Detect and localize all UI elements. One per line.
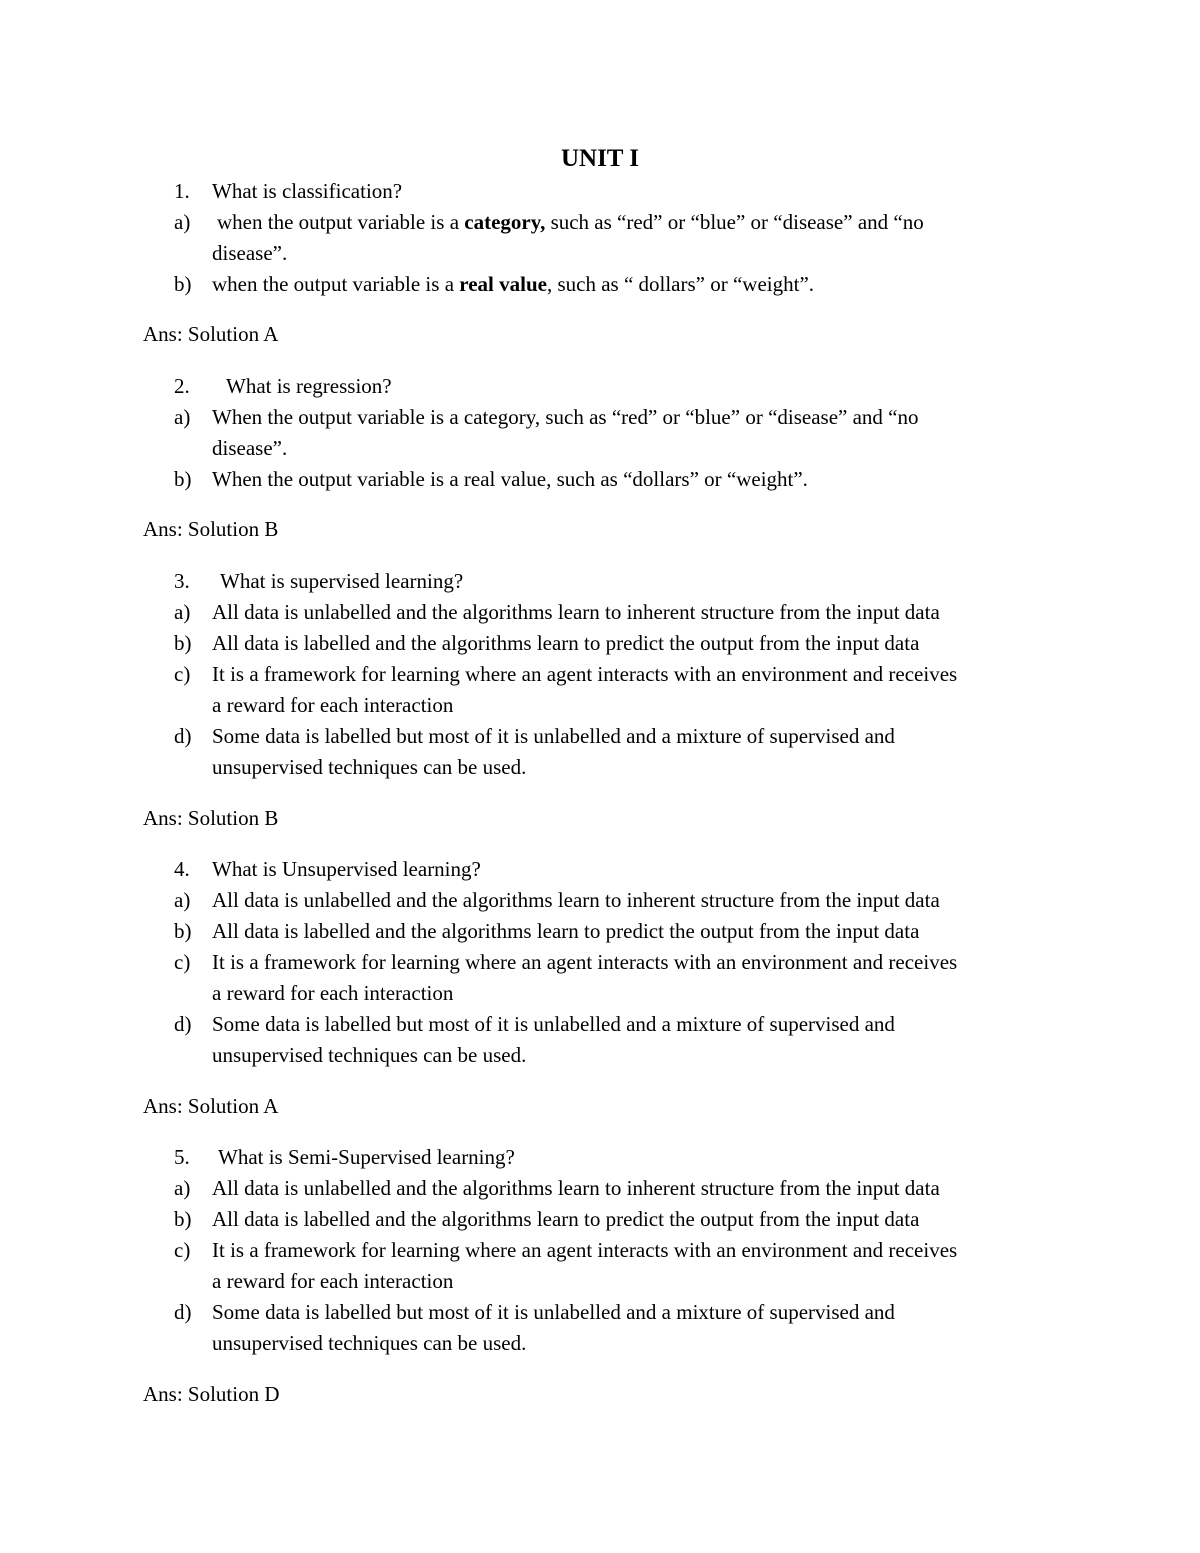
option-marker: d) [174, 724, 192, 748]
option-text: It is a framework for learning where an agent interacts with an environment and receives [212, 662, 958, 686]
option-text-continued: a reward for each interaction [212, 981, 454, 1005]
option-marker: d) [174, 1012, 192, 1036]
page-title: UNIT I [560, 145, 640, 172]
option-text: When the output variable is a real value, such as “dollars” or “weight”. [212, 467, 808, 491]
option-text: Some data is labelled but most of it is unlabelled and a mixture of supervised and [212, 1300, 895, 1324]
option-text-continued: disease”. [212, 241, 288, 265]
option-text: It is a framework for learning where an agent interacts with an environment and receives [212, 950, 958, 974]
option-marker: a) [174, 210, 191, 234]
option-text: Some data is labelled but most of it is unlabelled and a mixture of supervised and [212, 724, 895, 748]
option-marker: d) [174, 1300, 192, 1324]
option-text: When the output variable is a category, such as “red” or “blue” or “disease” and “no [212, 405, 919, 429]
answer-line: Ans: Solution B [143, 517, 279, 541]
question-text: What is Semi-Supervised learning? [218, 1145, 515, 1169]
option-text: when the output variable is a real value, such as “ dollars” or “weight”. [212, 272, 815, 296]
option-marker: a) [174, 405, 191, 429]
option-marker: c) [174, 662, 191, 686]
option-marker: c) [174, 1238, 191, 1262]
option-text-continued: unsupervised techniques can be used. [212, 1331, 527, 1355]
option-marker: a) [174, 888, 191, 912]
answer-line: Ans: Solution B [143, 806, 279, 830]
option-text: It is a framework for learning where an agent interacts with an environment and receives [212, 1238, 958, 1262]
question-number: 1. [174, 179, 190, 203]
option-text: All data is labelled and the algorithms learn to predict the output from the input data [212, 631, 920, 655]
option-marker: b) [174, 467, 192, 491]
option-marker: c) [174, 950, 191, 974]
option-marker: a) [174, 1176, 191, 1200]
option-text: All data is labelled and the algorithms learn to predict the output from the input data [212, 1207, 920, 1231]
question-text: What is classification? [212, 179, 403, 203]
option-text-continued: a reward for each interaction [212, 693, 454, 717]
option-text: All data is unlabelled and the algorithms learn to inherent structure from the input data [212, 1176, 940, 1200]
option-text: All data is unlabelled and the algorithms learn to inherent structure from the input data [212, 600, 940, 624]
option-text-continued: unsupervised techniques can be used. [212, 755, 527, 779]
option-marker: b) [174, 1207, 192, 1231]
question-number: 4. [174, 857, 190, 881]
question-number: 5. [174, 1145, 190, 1169]
question-number: 2. [174, 374, 190, 398]
option-text-continued: a reward for each interaction [212, 1269, 454, 1293]
answer-line: Ans: Solution A [143, 322, 279, 346]
option-text: All data is unlabelled and the algorithms learn to inherent structure from the input data [212, 888, 940, 912]
question-text: What is Unsupervised learning? [212, 857, 481, 881]
option-text-continued: disease”. [212, 436, 288, 460]
option-text: when the output variable is a category, such as “red” or “blue” or “disease” and “no [217, 210, 924, 234]
option-marker: b) [174, 631, 192, 655]
question-text: What is supervised learning? [220, 569, 464, 593]
option-marker: a) [174, 600, 191, 624]
answer-line: Ans: Solution D [143, 1382, 280, 1406]
answer-line: Ans: Solution A [143, 1094, 279, 1118]
option-marker: b) [174, 919, 192, 943]
option-text: All data is labelled and the algorithms learn to predict the output from the input data [212, 919, 920, 943]
question-text: What is regression? [226, 374, 392, 398]
option-text: Some data is labelled but most of it is unlabelled and a mixture of supervised and [212, 1012, 895, 1036]
option-text-continued: unsupervised techniques can be used. [212, 1043, 527, 1067]
question-number: 3. [174, 569, 190, 593]
option-marker: b) [174, 272, 192, 296]
